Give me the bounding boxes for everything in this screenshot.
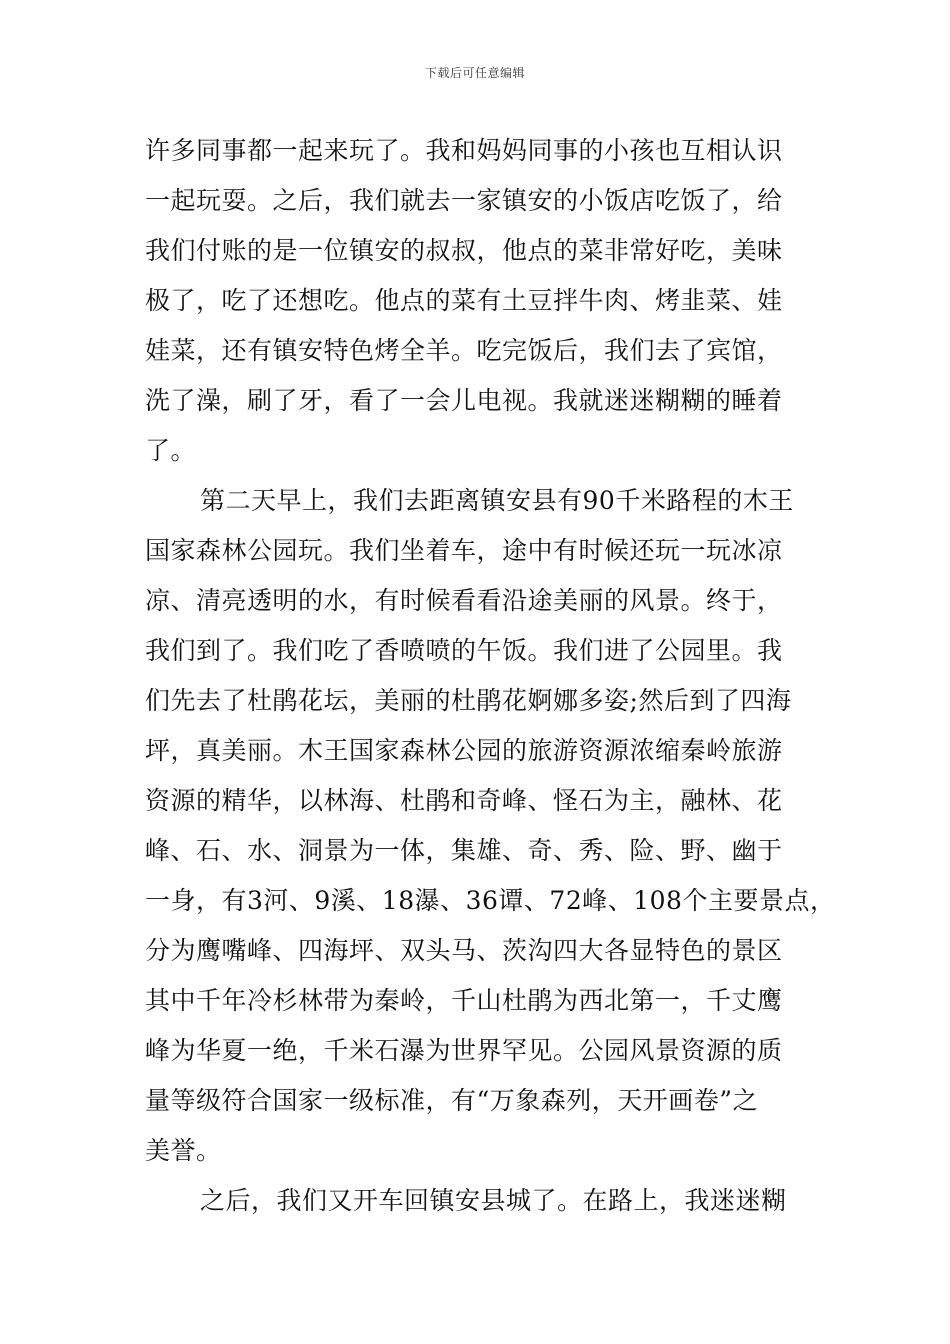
text-line: 一起玩耍。之后，我们就去一家镇安的小饭店吃饭了，给 [145, 186, 783, 215]
text-line: 峰为华夏一绝，千米石瀑为世界罕见。公园风景资源的质 [145, 1036, 783, 1065]
text-line-paragraph-start: 第二天早上，我们去距离镇安县有90千米路程的木王 [200, 486, 794, 515]
text-line-paragraph-start: 之后，我们又开车回镇安县城了。在路上，我迷迷糊 [200, 1186, 787, 1215]
text-line: 娃菜，还有镇安特色烤全羊。吃完饭后，我们去了宾馆， [145, 336, 783, 365]
text-line: 许多同事都一起来玩了。我和妈妈同事的小孩也互相认识 [145, 136, 783, 165]
page-header: 下载后可任意编辑 [424, 66, 525, 80]
text-line: 了。 [145, 436, 197, 465]
text-line: 资源的精华，以林海、杜鹃和奇峰、怪石为主，融林、花 [145, 786, 783, 815]
text-line: 一身，有3河、9溪、18瀑、36谭、72峰、108个主要景点， [145, 886, 836, 915]
text-line: 美誉。 [145, 1136, 222, 1165]
text-line: 分为鹰嘴峰、四海坪、双头马、茨沟四大各显特色的景区 [145, 936, 783, 965]
text-line: 洗了澡，刷了牙，看了一会儿电视。我就迷迷糊糊的睡着 [145, 386, 783, 415]
text-line: 量等级符合国家一级标准，有“万象森列，天开画卷”之 [145, 1086, 759, 1115]
text-line: 我们到了。我们吃了香喷喷的午饭。我们进了公园里。我 [145, 636, 783, 665]
text-line: 们先去了杜鹃花坛，美丽的杜鹃花婀娜多姿;然后到了四海 [145, 686, 792, 715]
text-line: 峰、石、水、洞景为一体，集雄、奇、秀、险、野、幽于 [145, 836, 783, 865]
text-line: 极了，吃了还想吃。他点的菜有土豆拌牛肉、烤韭菜、娃 [145, 286, 783, 315]
text-line: 坪，真美丽。木王国家森林公园的旅游资源浓缩秦岭旅游 [145, 736, 783, 765]
text-line: 我们付账的是一位镇安的叔叔，他点的菜非常好吃，美味 [145, 236, 783, 265]
text-line: 凉、清亮透明的水，有时候看看沿途美丽的风景。终于， [145, 586, 783, 615]
body-text [145, 126, 836, 1226]
text-line: 其中千年冷杉林带为秦岭，千山杜鹃为西北第一，千丈鹰 [145, 986, 783, 1015]
text-line: 国家森林公园玩。我们坐着车，途中有时候还玩一玩冰凉 [145, 536, 783, 565]
